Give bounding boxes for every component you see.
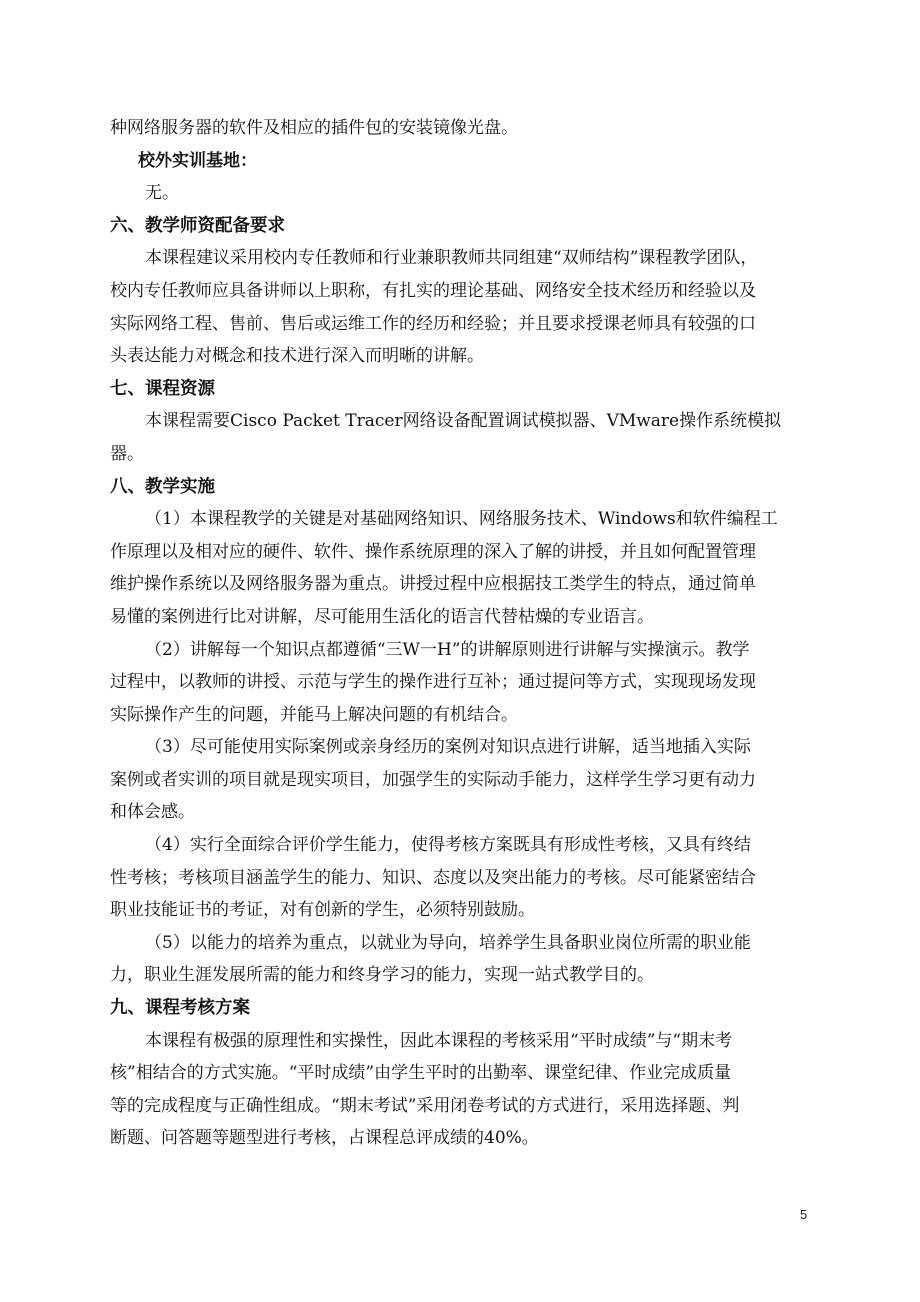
text-line: 本课程有极强的原理性和实操性，因此本课程的考核采用“平时成绩”与“期末考 — [145, 1030, 733, 1051]
text-line: （5）以能力的培养为重点，以就业为导向，培养学生具备职业岗位所需的职业能 — [145, 932, 751, 953]
section-heading: 八、教学实施 — [110, 476, 215, 497]
text-line: 维护操作系统以及网络服务器为重点。讲授过程中应根据技工类学生的特点，通过简单 — [110, 574, 756, 595]
text-line: 案例或者实训的项目就是现实项目，加强学生的实际动手能力，这样学生学习更有动力 — [110, 769, 756, 790]
text-line: 核”相结合的方式实施。“平时成绩”由学生平时的出勤率、课堂纪律、作业完成质量 — [110, 1063, 732, 1084]
section-heading: 六、教学师资配备要求 — [110, 215, 285, 236]
text-line: 本课程建议采用校内专任教师和行业兼职教师共同组建“双师结构”课程教学团队， — [145, 248, 758, 269]
text-line: （4）实行全面综合评价学生能力，使得考核方案既具有形成性考核，又具有终结 — [145, 835, 751, 856]
page-number: 5 — [800, 1207, 808, 1222]
document-body — [110, 112, 822, 1155]
text-line: 易懂的案例进行比对讲解，尽可能用生活化的语言代替枯燥的专业语言。 — [110, 606, 654, 627]
text-line: 和体会感。 — [110, 802, 195, 823]
text-line: （2）讲解每一个知识点都遵循“三W一H”的讲解原则进行讲解与实操演示。教学 — [145, 639, 750, 660]
text-line: 校内专任教师应具备讲师以上职称，有扎实的理论基础、网络安全技术经历和经验以及 — [110, 280, 756, 301]
subsection-heading: 校外实训基地： — [138, 150, 257, 171]
text-line: 性考核；考核项目涵盖学生的能力、知识、态度以及突出能力的考核。尽可能紧密结合 — [110, 867, 756, 888]
text-line: 职业技能证书的考证，对有创新的学生，必须特别鼓励。 — [110, 900, 535, 921]
section-heading: 九、课程考核方案 — [110, 998, 250, 1019]
text-line: 头表达能力对概念和技术进行深入而明晰的讲解。 — [110, 346, 484, 367]
text-line: 作原理以及相对应的硬件、软件、操作系统原理的深入了解的讲授，并且如何配置管理 — [110, 541, 756, 562]
text-line: 实际网络工程、售前、售后或运维工作的经历和经验；并且要求授课老师具有较强的口 — [110, 313, 756, 334]
text-line: 实际操作产生的问题，并能马上解决问题的有机结合。 — [110, 704, 518, 725]
text-line: （1）本课程教学的关键是对基础网络知识、网络服务技术、Windows和软件编程工 — [145, 509, 778, 530]
section-heading: 七、课程资源 — [110, 378, 215, 399]
text-line: 器。 — [110, 443, 144, 464]
text-line: 本课程需要Cisco Packet Tracer网络设备配置调试模拟器、VMware操作系统模拟 — [145, 411, 782, 432]
text-line: 等的完成程度与正确性组成。“期末考试”采用闭卷考试的方式进行，采用选择题、判 — [110, 1095, 740, 1116]
text-line: 力，职业生涯发展所需的能力和终身学习的能力，实现一站式教学目的。 — [110, 965, 654, 986]
text-line: 断题、问答题等题型进行考核，占课程总评成绩的40%。 — [110, 1128, 539, 1149]
text-line: （3）尽可能使用实际案例或亲身经历的案例对知识点进行讲解，适当地插入实际 — [145, 737, 751, 758]
text-line: 种网络服务器的软件及相应的插件包的安装镜像光盘。 — [110, 118, 518, 138]
text-line: 无。 — [145, 183, 179, 204]
text-line: 过程中，以教师的讲授、示范与学生的操作进行互补；通过提问等方式，实现现场发现 — [110, 672, 756, 693]
